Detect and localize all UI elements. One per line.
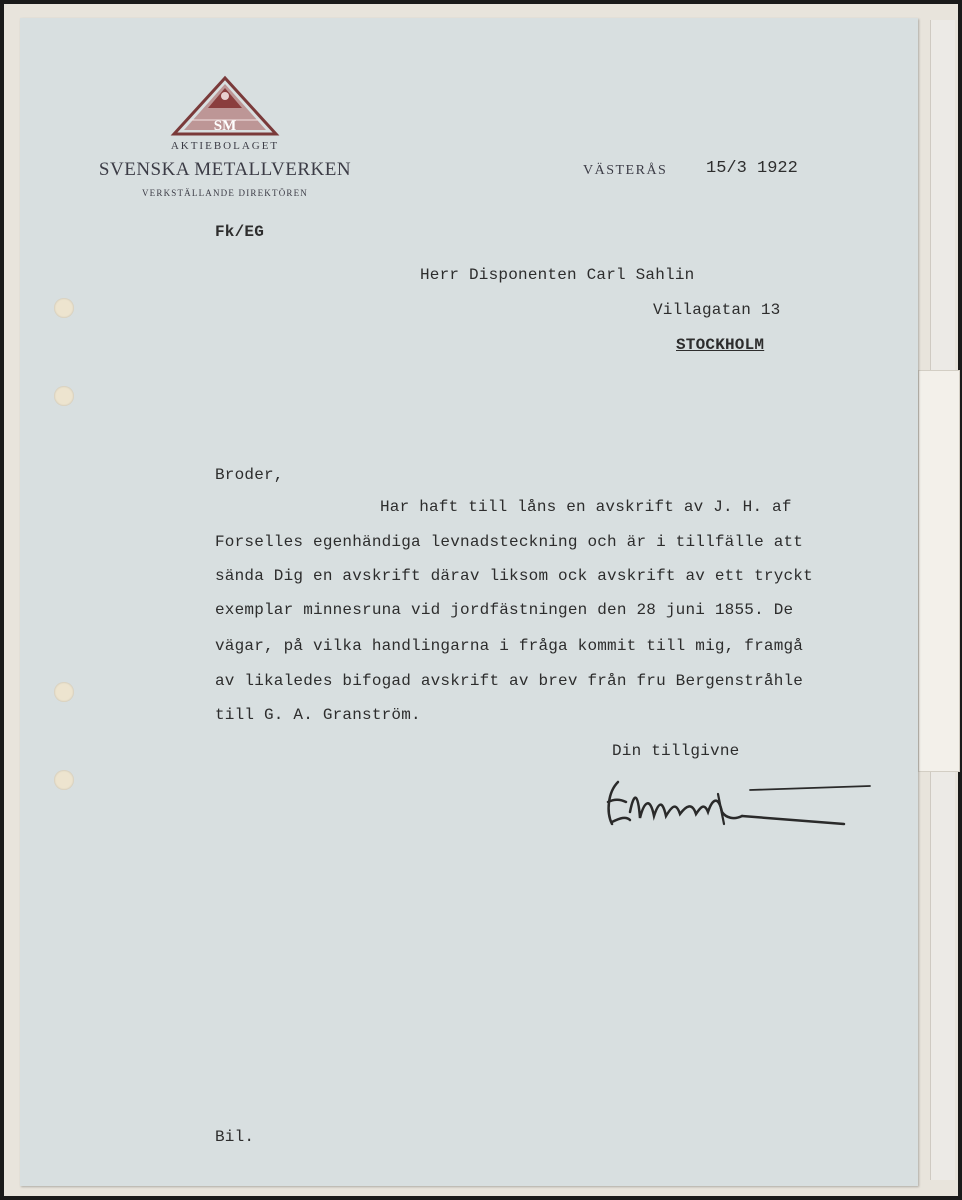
punch-hole	[54, 682, 74, 702]
paper-tab	[918, 370, 960, 772]
body-line: till G. A. Granström.	[215, 706, 421, 724]
logo-monogram: SM	[213, 118, 237, 134]
recipient-street: Villagatan 13	[653, 301, 781, 319]
letter-date: 15/3 1922	[706, 159, 798, 178]
closing: Din tillgivne	[612, 742, 740, 760]
company-prefix: AKTIEBOLAGET	[170, 140, 280, 152]
company-logo	[170, 74, 280, 138]
body-line: Forselles egenhändiga levnadsteckning och är i tillfälle att	[215, 533, 804, 551]
company-name: SVENSKA METALLVERKEN	[98, 159, 352, 180]
punch-hole	[54, 770, 74, 790]
recipient-name: Herr Disponenten Carl Sahlin	[420, 266, 695, 284]
recipient-city: STOCKHOLM	[676, 336, 765, 354]
body-line: Har haft till låns en avskrift av J. H. af	[380, 498, 792, 516]
reference: Fk/EG	[215, 223, 265, 241]
body-line: sända Dig en avskrift därav liksom ock avskrift av ett tryckt	[215, 567, 813, 585]
body-line: vägar, på vilka handlingarna i fråga kommit till mig, framgå	[215, 637, 804, 655]
punch-hole	[54, 386, 74, 406]
salutation: Broder,	[215, 466, 284, 484]
punch-hole	[54, 298, 74, 318]
enclosure: Bil.	[215, 1128, 255, 1146]
handwritten-signature	[600, 772, 875, 836]
letter-place: VÄSTERÅS	[583, 163, 668, 178]
department: VERKSTÄLLANDE DIREKTÖREN	[141, 188, 309, 198]
body-line: exemplar minnesruna vid jordfästningen den 28 juni 1855. De	[215, 601, 794, 619]
body-line: av likaledes bifogad avskrift av brev från fru Bergenstråhle	[215, 672, 804, 690]
